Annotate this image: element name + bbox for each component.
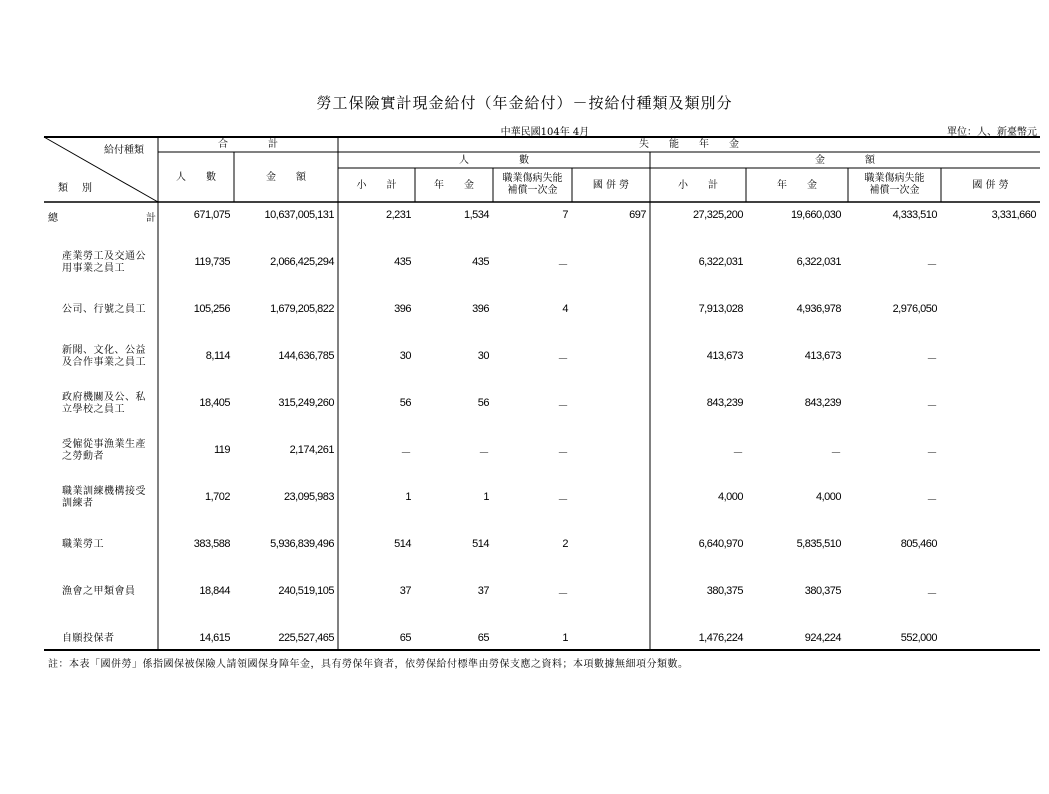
cell-amount-subtotal: 1,476,224 — [698, 632, 743, 644]
row-label-line1: 職業勞工 — [62, 539, 104, 550]
cell-people-pension: 37 — [477, 585, 489, 597]
cell-amount-total: 23,095,983 — [283, 491, 334, 503]
cell-people-pension: 396 — [472, 303, 489, 315]
cell-amount-total: 2,066,425,294 — [270, 256, 334, 268]
cell-amount-pension: 4,936,978 — [796, 303, 841, 315]
cell-people-subtotal: 396 — [394, 303, 411, 315]
header-pension: 年 金 — [434, 180, 474, 191]
cell-amount-occupational: － — [926, 447, 937, 459]
cell-people-total: 119 — [213, 444, 230, 456]
cell-people-occupational: － — [557, 353, 568, 365]
cell-people-pension: 65 — [477, 632, 489, 644]
row-label-line2: 用事業之員工 — [62, 263, 125, 274]
cell-amount-pension: 924,224 — [804, 632, 841, 644]
footnote: 註：本表「國併勞」係指國保被保險人請領國保身障年金，具有勞保年資者，依勞保給付標準由勞保支應之資料；本項數據無細項分類數。 — [48, 659, 689, 670]
corner-label-bottom-2: 別 — [82, 183, 92, 194]
header-occupational-lump-sum-2 — [848, 173, 941, 197]
cell-people-occupational: － — [557, 494, 568, 506]
header-national: 國 併 勞 — [592, 180, 630, 191]
cell-people-occupational: 4 — [562, 303, 568, 315]
cell-amount-national: 3,331,660 — [991, 209, 1036, 221]
cell-people-total: 671,075 — [193, 209, 230, 221]
cell-amount-pension: 380,375 — [804, 585, 841, 597]
total-label-a: 總 — [48, 213, 58, 224]
cell-people-occupational: 2 — [562, 538, 568, 550]
cell-amount-subtotal: 27,325,200 — [692, 209, 743, 221]
corner-label-bottom-1: 類 — [58, 183, 68, 194]
cell-amount-total: 225,527,465 — [278, 632, 334, 644]
row-label-line1: 產業勞工及交通公 — [62, 251, 146, 262]
row-label-line1: 漁會之甲類會員 — [62, 586, 136, 597]
cell-people-national: 697 — [629, 209, 646, 221]
cell-amount-subtotal: 4,000 — [717, 491, 743, 503]
row-label-line1: 自願投保者 — [62, 633, 115, 644]
row-label-line1: 受僱從事漁業生產 — [62, 439, 146, 450]
cell-amount-subtotal: － — [732, 447, 743, 459]
row-label-line2: 訓練者 — [62, 498, 94, 509]
row-label-line1: 公司、行號之員工 — [62, 304, 146, 315]
cell-people-occupational: － — [557, 259, 568, 271]
unit-label: 單位：人、新臺幣元 — [947, 127, 1037, 138]
cell-people-subtotal: － — [400, 447, 411, 459]
cell-people-pension: 1 — [483, 491, 489, 503]
cell-people-total: 105,256 — [193, 303, 230, 315]
cell-people-total: 119,735 — [194, 256, 230, 268]
header-subtotal-2: 小 計 — [678, 180, 718, 191]
header-occ2-line1: 職業傷病失能 — [864, 173, 925, 184]
cell-amount-total: 240,519,105 — [278, 585, 334, 597]
cell-people-occupational: － — [557, 588, 568, 600]
cell-amount-subtotal: 6,640,970 — [698, 538, 743, 550]
cell-people-total: 18,844 — [199, 585, 230, 597]
header-occ-line1: 職業傷病失能 — [502, 173, 563, 184]
cell-amount-total: 2,174,261 — [289, 444, 334, 456]
cell-people-pension: － — [478, 447, 489, 459]
cell-amount-total: 5,936,839,496 — [270, 538, 334, 550]
cell-people-subtotal: 1 — [405, 491, 411, 503]
header-disability-pension: 失 能 年 金 — [639, 139, 739, 150]
corner-label-top: 給付種類 — [104, 145, 144, 156]
header-subtotal: 小 計 — [356, 180, 397, 191]
header-total-people: 人 數 — [176, 172, 216, 183]
cell-people-pension: 435 — [472, 256, 489, 268]
cell-amount-occupational: 805,460 — [900, 538, 937, 550]
cell-amount-subtotal: 413,673 — [706, 350, 743, 362]
cell-people-total: 1,702 — [204, 491, 230, 503]
cell-amount-subtotal: 843,239 — [706, 397, 743, 409]
cell-people-total: 8,114 — [205, 350, 230, 362]
cell-people-occupational: 1 — [562, 632, 568, 644]
cell-people-subtotal: 514 — [394, 538, 411, 550]
header-pension-2: 年 金 — [777, 180, 817, 191]
cell-amount-subtotal: 7,913,028 — [698, 303, 743, 315]
cell-people-occupational: － — [557, 447, 568, 459]
cell-amount-occupational: 552,000 — [900, 632, 937, 644]
row-label-line1: 新聞、文化、公益 — [62, 345, 146, 356]
cell-people-subtotal: 56 — [399, 397, 411, 409]
header-national-2: 國 併 勞 — [972, 180, 1009, 191]
cell-amount-total: 10,637,005,131 — [264, 209, 334, 221]
header-total-amount: 金 額 — [266, 172, 306, 183]
page-title: 勞工保險實計現金給付（年金給付）－按給付種類及類別分 — [316, 94, 733, 112]
cell-people-occupational: 7 — [562, 209, 568, 221]
cell-people-subtotal: 2,231 — [385, 209, 411, 221]
cell-amount-occupational: － — [926, 259, 937, 271]
row-label-line2: 之勞動者 — [62, 451, 104, 462]
cell-people-subtotal: 65 — [399, 632, 411, 644]
total-label-b: 計 — [146, 213, 156, 224]
header-occupational-lump-sum — [493, 173, 572, 197]
cell-amount-total: 1,679,205,822 — [270, 303, 334, 315]
cell-people-subtotal: 435 — [394, 256, 411, 268]
cell-amount-pension: 19,660,030 — [790, 209, 841, 221]
cell-people-total: 383,588 — [193, 538, 230, 550]
cell-people-pension: 56 — [477, 397, 489, 409]
cell-amount-occupational: － — [926, 588, 937, 600]
cell-amount-occupational: 2,976,050 — [892, 303, 937, 315]
header-occ-line2: 補償一次金 — [507, 185, 558, 196]
cell-amount-pension: 4,000 — [815, 491, 841, 503]
row-label-line1: 政府機關及公、私 — [62, 392, 146, 403]
cell-amount-occupational: － — [926, 400, 937, 412]
header-amount: 金 額 — [815, 155, 875, 166]
cell-amount-total: 144,636,785 — [278, 350, 334, 362]
cell-amount-subtotal: 380,375 — [706, 585, 743, 597]
row-label-line1: 職業訓練機構接受 — [62, 486, 146, 497]
cell-people-subtotal: 37 — [399, 585, 411, 597]
cell-amount-total: 315,249,260 — [278, 397, 334, 409]
cell-amount-pension: 843,239 — [804, 397, 841, 409]
cell-amount-occupational: － — [926, 353, 937, 365]
cell-amount-pension: 413,673 — [804, 350, 841, 362]
cell-people-occupational: － — [557, 400, 568, 412]
cell-amount-pension: － — [830, 447, 841, 459]
cell-people-total: 18,405 — [199, 397, 230, 409]
row-label-line2: 立學校之員工 — [62, 404, 125, 415]
cell-amount-occupational: 4,333,510 — [892, 209, 937, 221]
cell-amount-pension: 6,322,031 — [796, 256, 841, 268]
cell-amount-subtotal: 6,322,031 — [698, 256, 743, 268]
header-people: 人 數 — [459, 155, 529, 166]
cell-amount-pension: 5,835,510 — [796, 538, 841, 550]
cell-people-subtotal: 30 — [399, 350, 411, 362]
row-label-line2: 及合作事業之員工 — [62, 357, 146, 368]
cell-people-pension: 1,534 — [463, 209, 489, 221]
cell-amount-occupational: － — [926, 494, 937, 506]
header-occ2-line2: 補償一次金 — [869, 185, 920, 196]
cell-people-pension: 514 — [472, 538, 489, 550]
cell-people-total: 14,615 — [199, 632, 230, 644]
header-total: 合 計 — [218, 139, 278, 150]
report-period: 中華民國104年 4月 — [500, 127, 590, 138]
cell-people-pension: 30 — [477, 350, 489, 362]
